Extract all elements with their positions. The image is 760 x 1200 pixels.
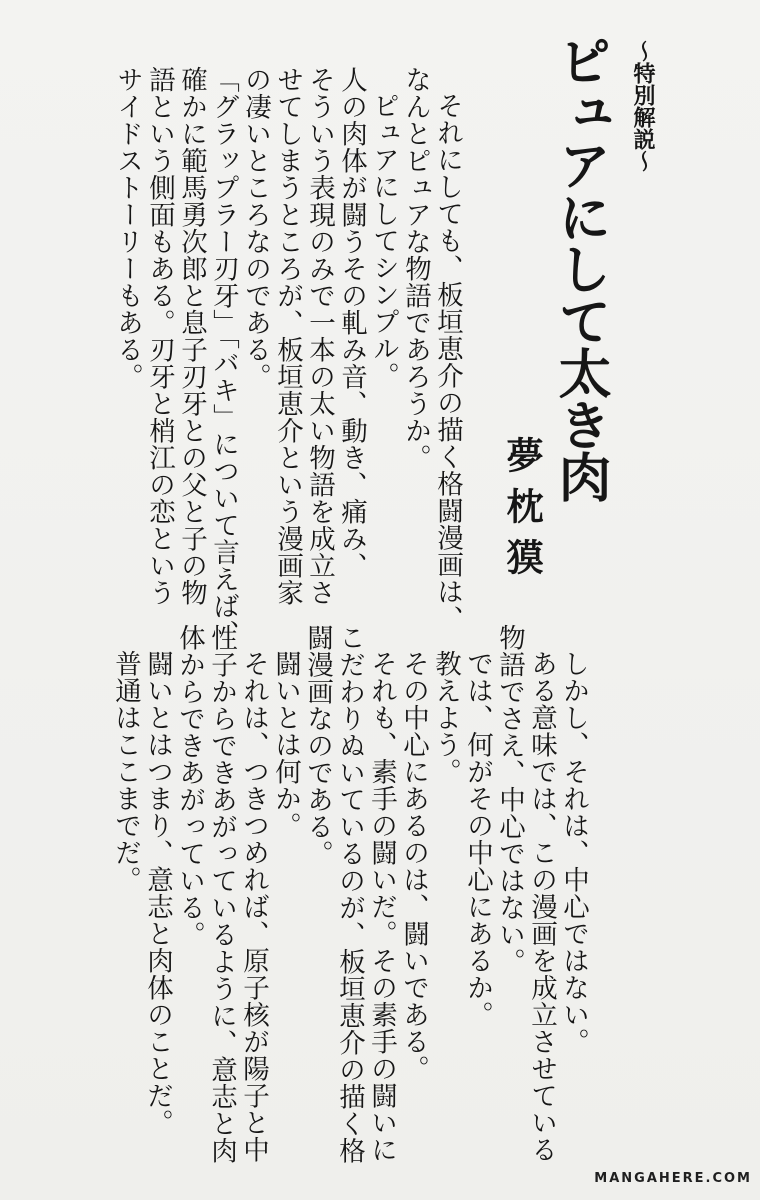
text-column: 体からできあがっている。 [174,624,205,948]
text-column: それも、素手の闘いだ。その素手の闘いに [366,650,397,1163]
text-column: それは、つきつめれば、原子核が陽子と中 [238,650,269,1163]
text-column: 「グラップラー刃牙」「バキ」について言えば、 [208,66,239,647]
text-column: 闘漫画なのである。 [302,624,333,867]
text-column: せてしまうところが、板垣恵介という漫画家 [272,66,303,606]
author-name: 夢枕獏 [500,436,544,589]
text-column: 語という側面もある。刃牙と梢江の恋という [144,66,175,606]
text-column: なんとピュアな物語であろうか。 [400,66,431,471]
text-column: 性子からできあがっているように、意志と肉 [206,624,237,1164]
text-column: 教えよう。 [430,650,461,785]
text-column: それにしても、板垣恵介の描く格闘漫画は、 [432,92,463,632]
text-column: こだわりぬいているのが、板垣恵介の描く格 [334,624,365,1164]
text-column: しかし、それは、中心ではない。 [558,650,589,1055]
text-column: ピュアにしてシンプル。 [368,92,399,389]
article-title: ピュアにして太き肉 [550,34,612,502]
watermark: MANGAHERE.COM [594,1171,752,1186]
text-column: サイドストーリーもある。 [112,66,143,390]
text-column: 物語でさえ、中心ではない。 [494,624,525,975]
text-column: その中心にあるのは、闘いである。 [398,650,429,1082]
text-column: 人の肉体が闘うその軋み音、動き、痛み、 [336,66,367,579]
text-column: 確かに範馬勇次郎と息子刃牙との父と子の物 [176,66,207,606]
text-column: 闘いとはつまり、意志と肉体のことだ。 [142,650,173,1136]
text-column: そういう表現のみで一本の太い物語を成立さ [304,66,335,606]
text-column: ある意味では、この漫画を成立させている [526,650,557,1163]
text-column: 普通はここまでだ。 [110,650,141,893]
text-column: 闘いとは何か。 [270,650,301,839]
text-column: の凄いところなのである。 [240,66,271,390]
article-subtitle: 〜特別解説〜 [630,40,656,172]
text-column: では、何がその中心にあるか。 [462,650,493,1028]
